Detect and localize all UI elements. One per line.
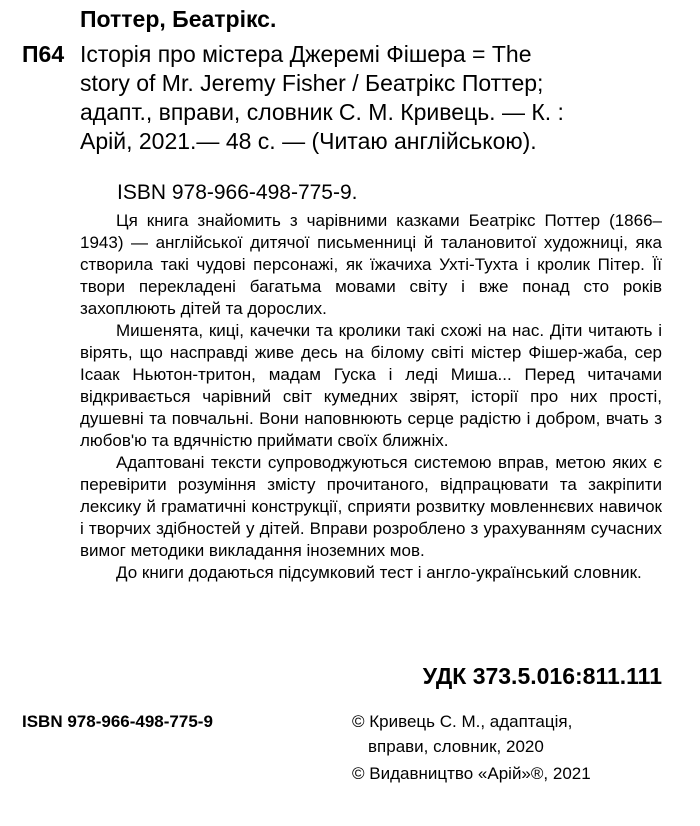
classification-code: П64 bbox=[22, 41, 65, 67]
bibliographic-line: story of Mr. Jeremy Fisher / Беатрікс Поттер; bbox=[80, 70, 544, 96]
author-heading: Поттер, Беатрікс. bbox=[80, 6, 277, 32]
annotation-paragraph: Мишенята, киці, качечки та кролики такі схожі на нас. Діти читають і вірять, що насправді живе десь на білому світі містер Фішер-жаба, сер Ісаак Ньютон-тритон, мадам Гуска і леді Миша... Перед читачами відкривається чарівний світ кумедних звірят, історії про них прості, душевні та повчальні. Вони наповнюють серце радістю і добром, вчать з любов'ю та вдячністю приймати своїх ближніх. bbox=[80, 321, 662, 450]
copyright-line: © Кривець С. М., адаптація, bbox=[352, 712, 573, 731]
isbn-footer: ISBN 978-966-498-775-9 bbox=[22, 712, 213, 731]
copyright-line: © Видавництво «Арій»®, 2021 bbox=[352, 764, 591, 783]
bibliographic-line: Арій, 2021.— 48 с. — (Читаю англійською). bbox=[80, 128, 537, 154]
udk-code: УДК 373.5.016:811.111 bbox=[422, 663, 662, 689]
annotation-paragraph: До книги додаються підсумковий тест і англо-український словник. bbox=[116, 563, 642, 582]
copyright-line: вправи, словник, 2020 bbox=[368, 737, 544, 756]
bibliographic-line: Історія про містера Джеремі Фішера = The bbox=[80, 41, 532, 67]
isbn-main: ISBN 978-966-498-775-9. bbox=[117, 181, 358, 204]
bibliographic-line: адапт., вправи, словник С. М. Кривець. — К. : bbox=[80, 99, 564, 125]
annotation-paragraph: Ця книга знайомить з чарівними казками Беатрікс Поттер (1866–1943) — англійської дитячої письменниці й талановитої художниці, яка створила такі чудові персонажі, як їжачиха Ухті-Тухта і кролик Пітер. Її твори перекладені багатьма мовами світу і вже понад сто років захоплюють дітей та дорослих. bbox=[80, 211, 662, 318]
annotation bbox=[80, 210, 662, 584]
annotation-paragraph: Адаптовані тексти супроводжуються системою вправ, метою яких є перевірити розуміння змісту прочитаного, відпрацювати та закріпити лексику й граматичні конструкції, сприяти розвитку мовленнєвих навичок і творчих здібностей у дітей. Вправи розроблено з урахуванням сучасних вимог методики викладання іноземних мов. bbox=[80, 453, 662, 560]
